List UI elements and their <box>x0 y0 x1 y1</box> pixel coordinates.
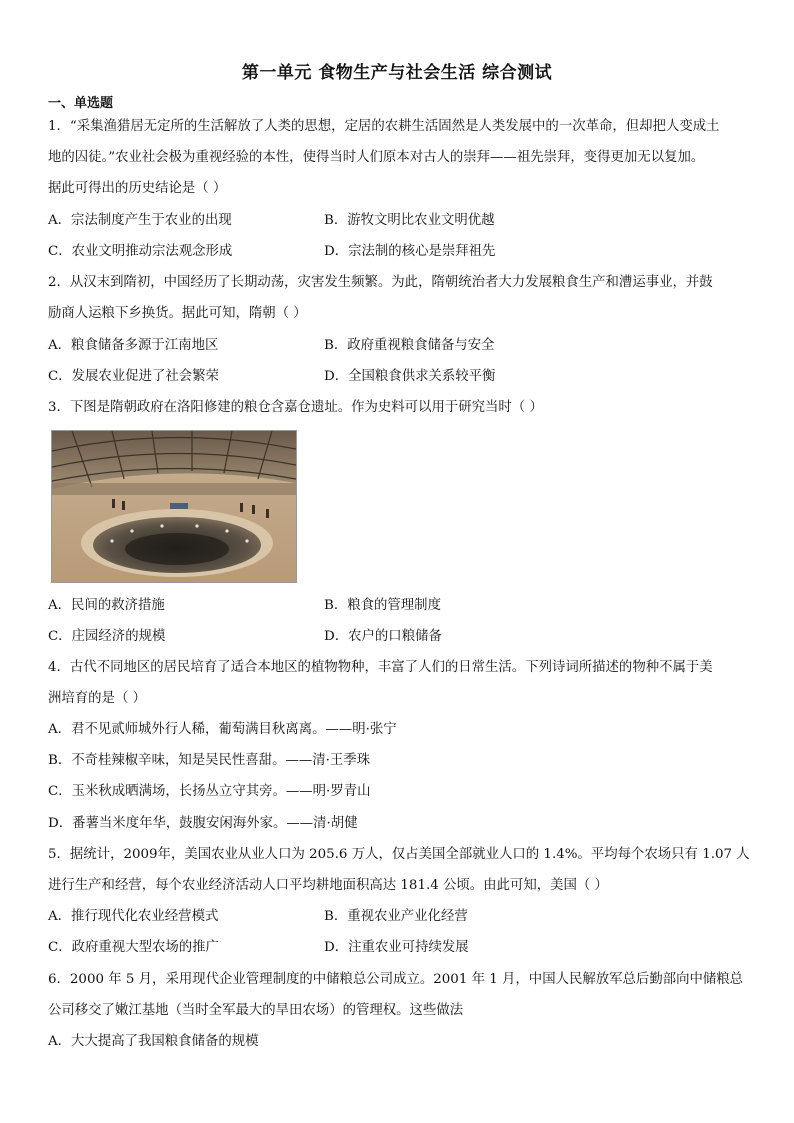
q4-option-d: D．番薯当米度年华，鼓腹安闲海外家。——清·胡健 <box>48 816 358 831</box>
q4-option-b: B．不奇桂辣椒辛味，知是吴民性喜甜。——清·王季珠 <box>48 753 371 768</box>
q4-option-a: A．君不见贰师城外行人稀，葡萄满目秋离离。——明·张宁 <box>48 722 397 737</box>
q4-stem-line-2: 洲培育的是（ ） <box>48 691 146 706</box>
q5-stem-line-2: 进行生产和经营，每个农业经济活动人口平均耕地面积高达 181.4 公顷。由此可知，美国（ ） <box>48 878 608 893</box>
q5-stem-line-1: 5．据统计，2009年，美国农业从业人口为 205.6 万人，仅占美国全部就业人口的 1.4%。平均每个农场只有 1.07 人 <box>48 847 750 862</box>
q1-option-c: C．农业文明推动宗法观念形成 <box>48 244 233 259</box>
q6-stem-line-1: 6．2000 年 5 月，采用现代企业管理制度的中储粮总公司成立。2001 年 1 月，中国人民解放军总后勤部向中储粮总 <box>48 972 744 987</box>
q2-stem-line-1: 2．从汉末到隋初，中国经历了长期动荡，灾害发生频繁。为此，隋朝统治者大力发展粮食生产和漕运事业，并鼓 <box>48 275 713 290</box>
q2-option-c: C．发展农业促进了社会繁荣 <box>48 369 219 384</box>
q4-stem-line-1: 4．古代不同地区的居民培育了适合本地区的植物物种，丰富了人们的日常生活。下列诗词所描述的物种不属于美 <box>48 660 713 675</box>
q2-stem-line-2: 励商人运粮下乡换货。据此可知，隋朝（ ） <box>48 306 307 321</box>
q2-option-b: B．政府重视粮食储备与安全 <box>324 338 495 353</box>
q1-option-d: D．宗法制的核心是崇拜祖先 <box>324 244 496 259</box>
page-title: 第一单元 食物生产与社会生活 综合测试 <box>241 63 553 83</box>
q5-option-b: B．重视农业产业化经营 <box>324 909 468 924</box>
granary-site-photo <box>51 430 297 583</box>
q2-option-a: A．粮食储备多源于江南地区 <box>48 338 219 353</box>
q5-option-a: A．推行现代化农业经营模式 <box>48 909 219 924</box>
q1-stem-line-1: 1．“采集渔猎居无定所的生活解放了人类的思想，定居的农耕生活固然是人类发展中的一次革命，但却把人变成土 <box>48 119 720 134</box>
q3-option-d: D．农户的口粮储备 <box>324 629 442 644</box>
q6-option-a: A．大大提高了我国粮食储备的规模 <box>48 1034 259 1049</box>
q5-option-c: C．政府重视大型农场的推广 <box>48 940 219 955</box>
q1-option-b: B．游牧文明比农业文明优越 <box>324 213 495 228</box>
q1-option-a: A．宗法制度产生于农业的出现 <box>48 213 232 228</box>
q1-stem-line-2: 地的囚徒。”农业社会极为重视经验的本性，使得当时人们原本对古人的崇拜——祖先崇拜，变得更加无以复加。 <box>48 150 705 165</box>
q3-option-b: B．粮食的管理制度 <box>324 598 441 613</box>
section-heading: 一、单选题 <box>48 96 114 111</box>
q4-option-c: C．玉米秋成晒满场，长扬丛立守其旁。——明·罗青山 <box>48 784 371 799</box>
q1-stem-line-3: 据此可得出的历史结论是（ ） <box>48 181 227 196</box>
q3-option-c: C．庄园经济的规模 <box>48 629 166 644</box>
q3-option-a: A．民间的救济措施 <box>48 598 165 613</box>
q3-stem-line-1: 3．下图是隋朝政府在洛阳修建的粮仓含嘉仓遗址。作为史料可以用于研究当时（ ） <box>48 400 543 415</box>
q5-option-d: D．注重农业可持续发展 <box>324 940 469 955</box>
q6-stem-line-2: 公司移交了嫩江基地（当时全军最大的旱田农场）的管理权。这些做法 <box>48 1003 464 1018</box>
q2-option-d: D．全国粮食供求关系较平衡 <box>324 369 496 384</box>
